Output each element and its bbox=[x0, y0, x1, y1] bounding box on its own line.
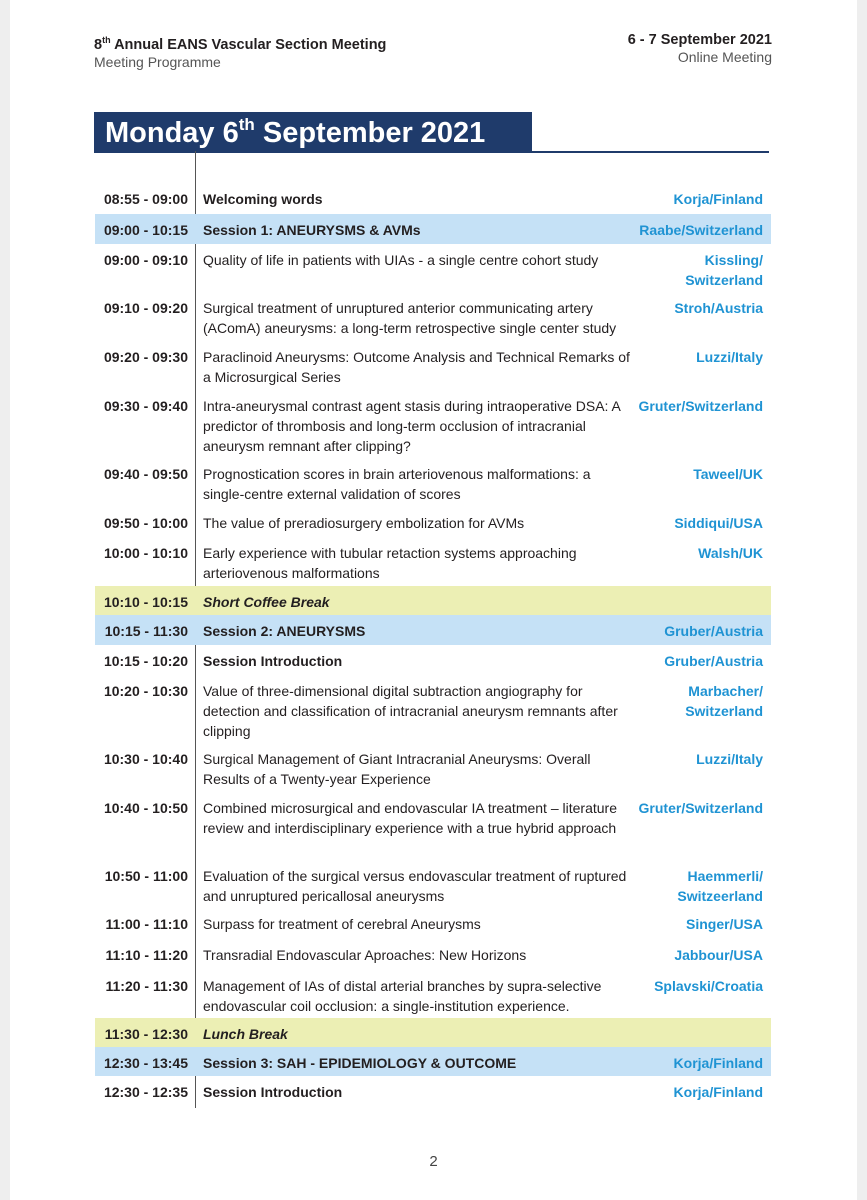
row-title: Surpass for treatment of cerebral Aneurysms bbox=[203, 916, 481, 932]
row-title: Value of three-dimensional digital subtraction angiography for detection and classification of intracranial aneurysm remnants after clipping bbox=[203, 683, 618, 739]
row-time: 09:40 - 09:50 bbox=[103, 466, 188, 482]
row-speaker: Siddiqui/USA bbox=[674, 515, 763, 531]
programme-row bbox=[95, 341, 771, 390]
programme-row bbox=[95, 244, 771, 292]
session-row bbox=[95, 214, 771, 244]
session-row bbox=[95, 1047, 771, 1076]
row-title: Paraclinoid Aneurysms: Outcome Analysis and Technical Remarks of a Microsurgical Series bbox=[203, 349, 630, 385]
programme-row bbox=[95, 537, 771, 586]
row-title: Surgical Management of Giant Intracranial Aneurysms: Overall Results of a Twenty-year Experience bbox=[203, 751, 591, 787]
page-margin-right bbox=[857, 0, 867, 1200]
row-title: Intra-aneurysmal contrast agent stasis during intraoperative DSA: A predictor of thrombosis and long-term occlusion of intracranial aneurysm remnant after clipping? bbox=[203, 398, 621, 454]
meeting-format: Online Meeting bbox=[677, 49, 772, 65]
programme-row bbox=[95, 970, 771, 1018]
programme-row bbox=[95, 645, 771, 675]
row-time: 09:50 - 10:00 bbox=[103, 515, 188, 531]
header-right bbox=[628, 31, 772, 66]
row-time: 10:40 - 10:50 bbox=[103, 800, 188, 816]
row-time: 10:15 - 10:20 bbox=[103, 653, 188, 669]
row-title: Session 2: ANEURYSMS bbox=[203, 623, 366, 639]
row-speaker: Marbacher/ Switzerland bbox=[685, 683, 763, 719]
row-time: 09:20 - 09:30 bbox=[103, 349, 188, 365]
programme-row bbox=[95, 743, 771, 792]
row-title: Early experience with tubular retaction systems approaching arteriovenous malformations bbox=[203, 545, 577, 581]
programme-row bbox=[95, 908, 771, 939]
row-speaker: Gruber/Austria bbox=[664, 623, 763, 639]
row-speaker: Taweel/UK bbox=[693, 466, 763, 482]
row-time: 12:30 - 12:35 bbox=[103, 1084, 188, 1100]
row-title: Management of IAs of distal arterial branches by supra-selective endovascular coil occlusion: a single-institution experience. bbox=[203, 978, 602, 1014]
row-time: 10:50 - 11:00 bbox=[104, 868, 188, 884]
row-time: 08:55 - 09:00 bbox=[103, 191, 188, 207]
header-left bbox=[94, 31, 386, 71]
row-speaker: Korja/Finland bbox=[673, 1055, 763, 1071]
session-row bbox=[95, 615, 771, 645]
page-margin-left bbox=[0, 0, 10, 1200]
row-time: 10:10 - 10:15 bbox=[103, 594, 188, 610]
meeting-subtitle: Meeting Programme bbox=[94, 53, 221, 70]
row-title: Welcoming words bbox=[203, 191, 323, 207]
page-number: 2 bbox=[429, 1153, 438, 1170]
row-title: The value of preradiosurgery embolization for AVMs bbox=[203, 515, 525, 531]
row-time: 10:00 - 10:10 bbox=[103, 545, 188, 561]
break-row bbox=[95, 1018, 771, 1047]
programme-row bbox=[95, 292, 771, 341]
row-title: Short Coffee Break bbox=[203, 594, 330, 610]
row-time: 11:20 - 11:30 bbox=[105, 978, 188, 994]
row-title: Transradial Endovascular Aproaches: New Horizons bbox=[203, 947, 527, 963]
row-speaker: Korja/Finland bbox=[673, 1084, 763, 1100]
day-banner: Monday 6th September 2021 bbox=[94, 112, 532, 152]
break-row bbox=[95, 586, 771, 615]
programme-row bbox=[95, 860, 771, 908]
row-speaker: Kissling/ Switzerland bbox=[685, 252, 763, 288]
row-title: Prognostication scores in brain arteriovenous malformations: a single-centre external validation of scores bbox=[203, 466, 591, 502]
programme-row bbox=[95, 792, 771, 860]
programme-row bbox=[95, 675, 771, 743]
programme-row bbox=[95, 507, 771, 537]
row-time: 09:00 - 09:10 bbox=[103, 252, 188, 268]
row-time: 12:30 - 13:45 bbox=[103, 1055, 188, 1071]
programme-row bbox=[95, 939, 771, 970]
row-speaker: Stroh/Austria bbox=[674, 300, 763, 316]
row-time: 10:20 - 10:30 bbox=[103, 683, 188, 699]
row-time: 11:00 - 11:10 bbox=[105, 916, 188, 932]
programme-row bbox=[95, 390, 771, 458]
programme-table bbox=[95, 183, 771, 1107]
row-time: 09:00 - 10:15 bbox=[103, 222, 188, 238]
row-speaker: Luzzi/Italy bbox=[696, 349, 763, 365]
row-title: Session 1: ANEURYSMS & AVMs bbox=[203, 222, 421, 238]
row-speaker: Gruber/Austria bbox=[664, 653, 763, 669]
row-time: 10:15 - 11:30 bbox=[104, 623, 188, 639]
row-speaker: Korja/Finland bbox=[673, 191, 763, 207]
row-time: 11:30 - 12:30 bbox=[104, 1026, 188, 1042]
row-time: 10:30 - 10:40 bbox=[103, 751, 188, 767]
programme-row bbox=[95, 458, 771, 507]
row-title: Quality of life in patients with UIAs - a single centre cohort study bbox=[203, 252, 599, 268]
row-speaker: Gruter/Switzerland bbox=[638, 398, 763, 414]
row-title: Session Introduction bbox=[203, 653, 343, 669]
programme-row bbox=[95, 183, 771, 214]
row-title: Evaluation of the surgical versus endovascular treatment of ruptured and unruptured pericallosal aneurysms bbox=[203, 868, 627, 904]
meeting-title: 8th Annual EANS Vascular Section Meeting bbox=[94, 35, 387, 53]
row-speaker: Luzzi/Italy bbox=[696, 751, 763, 767]
row-title: Surgical treatment of unruptured anterior communicating artery (AComA) aneurysms: a long-term retrospective single center study bbox=[203, 300, 617, 336]
row-speaker: Walsh/UK bbox=[698, 545, 763, 561]
programme-row bbox=[95, 1076, 771, 1107]
row-title: Session 3: SAH - EPIDEMIOLOGY & OUTCOME bbox=[203, 1055, 517, 1071]
row-speaker: Haemmerli/ Switzeerland bbox=[677, 868, 763, 904]
row-speaker: Jabbour/USA bbox=[674, 947, 763, 963]
row-time: 09:30 - 09:40 bbox=[103, 398, 188, 414]
row-title: Combined microsurgical and endovascular IA treatment – literature review and interdisciplinary experience with a true hybrid approach bbox=[203, 800, 617, 836]
row-time: 09:10 - 09:20 bbox=[103, 300, 188, 316]
meeting-dates: 6 - 7 September 2021 bbox=[627, 32, 772, 48]
row-speaker: Singer/USA bbox=[685, 916, 763, 932]
row-time: 11:10 - 11:20 bbox=[105, 947, 188, 963]
row-speaker: Gruter/Switzerland bbox=[638, 800, 763, 816]
row-speaker: Raabe/Switzerland bbox=[639, 222, 763, 238]
row-title: Lunch Break bbox=[203, 1026, 288, 1042]
row-title: Session Introduction bbox=[203, 1084, 343, 1100]
row-speaker: Splavski/Croatia bbox=[654, 978, 763, 994]
